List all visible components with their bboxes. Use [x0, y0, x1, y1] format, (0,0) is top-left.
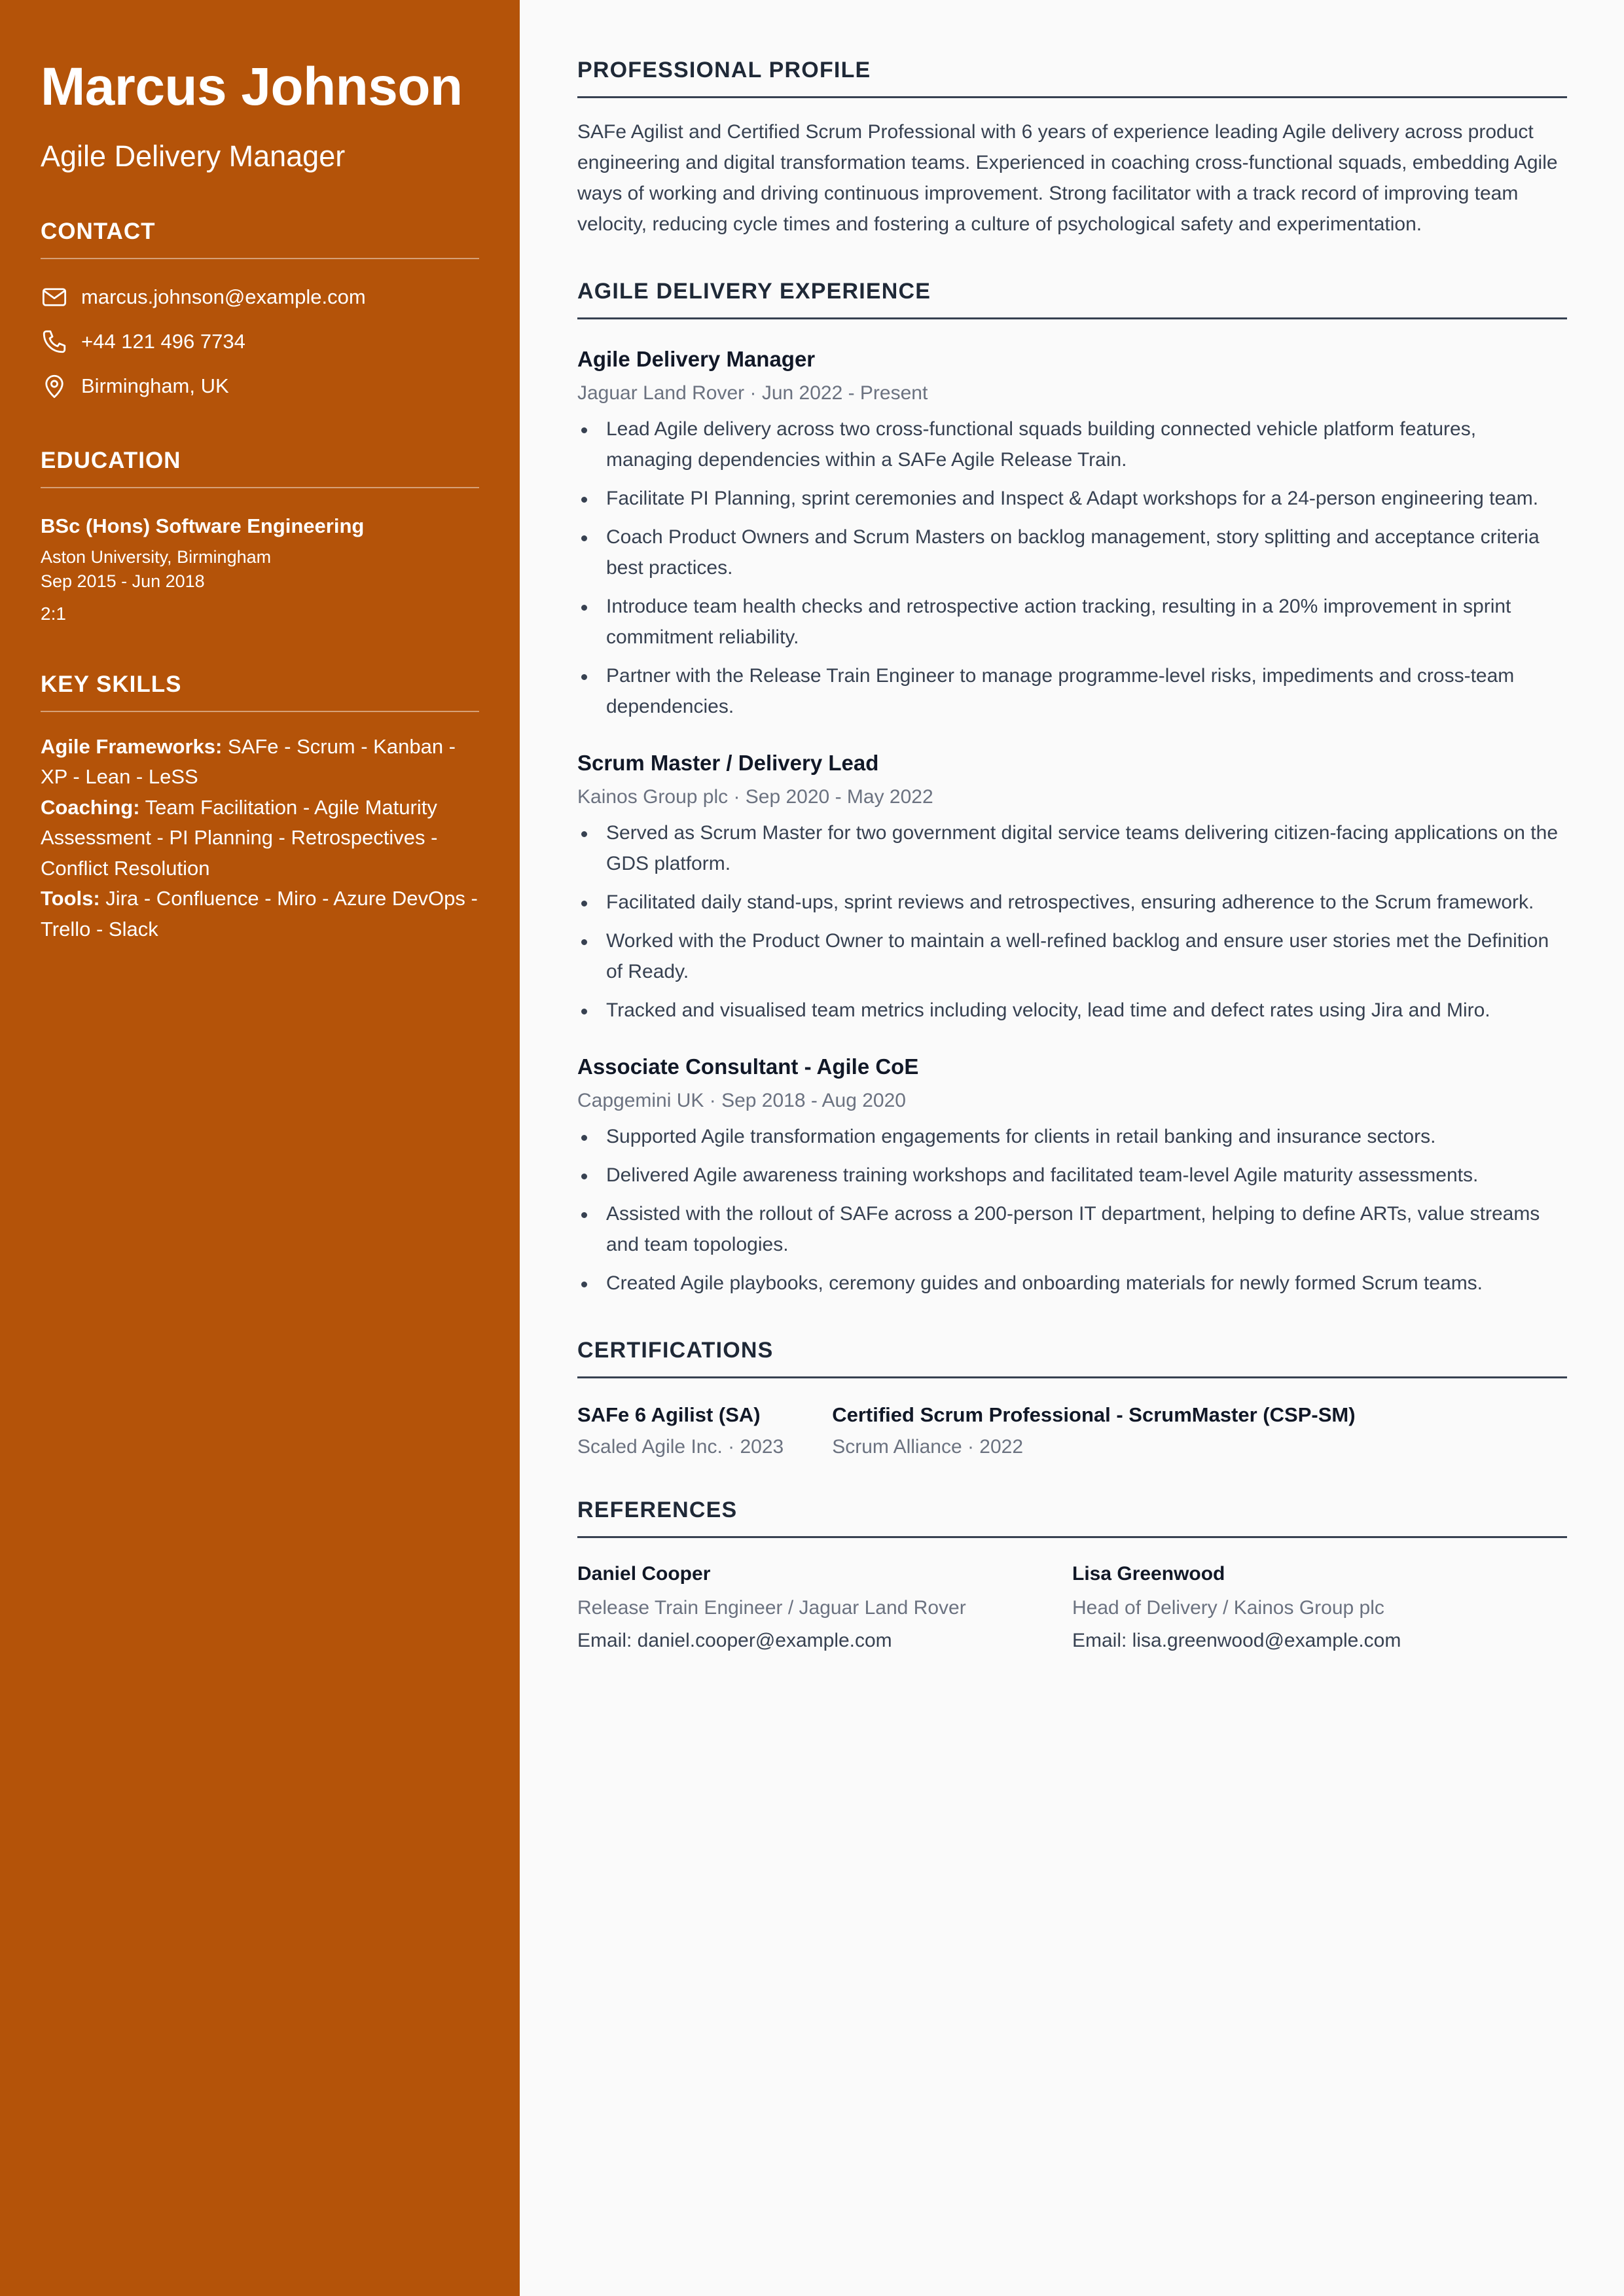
- profile-heading: PROFESSIONAL PROFILE: [577, 58, 1567, 98]
- job-bullet: Facilitated daily stand-ups, sprint reviews and retrospectives, ensuring adherence to the Scrum framework.: [577, 887, 1567, 918]
- job-bullet: Worked with the Product Owner to maintain a well-refined backlog and ensure user stories met the Definition of Ready.: [577, 925, 1567, 987]
- contact-location-row: [41, 372, 479, 401]
- certification-meta: Scrum Alliance · 2022: [832, 1436, 1024, 1458]
- job-bullet: Assisted with the rollout of SAFe across a 200-person IT department, helping to define ARTs, value streams and team topologies.: [577, 1198, 1567, 1260]
- contact-email-row[interactable]: [41, 283, 479, 312]
- education-dates: Sep 2015 - Jun 2018: [41, 571, 205, 591]
- certifications-section: [577, 1338, 1567, 1458]
- phone-icon: [41, 328, 68, 355]
- mail-icon: [41, 283, 68, 311]
- job-bullets: [577, 414, 1567, 722]
- reference-item: [1072, 1563, 1567, 1652]
- education-heading: EDUCATION: [41, 448, 479, 488]
- job-bullet: Partner with the Release Train Engineer to manage programme-level risks, impediments and cross-team dependencies.: [577, 660, 1567, 722]
- experience-section: [577, 279, 1567, 1299]
- education-school: Aston University, Birmingham: [41, 547, 272, 567]
- job-bullet: Created Agile playbooks, ceremony guides and onboarding materials for newly formed Scrum teams.: [577, 1268, 1567, 1299]
- skill-values: SAFe - Scrum - Kanban - XP - Lean - LeSS: [41, 734, 456, 789]
- reference-item: [577, 1563, 1072, 1652]
- references-section: [577, 1498, 1567, 1652]
- job-bullets: [577, 817, 1567, 1026]
- skill-label: Agile Frameworks:: [41, 734, 223, 758]
- job-bullet: Facilitate PI Planning, sprint ceremonies and Inspect & Adapt workshops for a 24-person engineering team.: [577, 483, 1567, 514]
- job-bullets: [577, 1121, 1567, 1299]
- skill-group-coaching: [41, 793, 479, 884]
- sidebar: [0, 0, 520, 2296]
- job-entry: [577, 1054, 1567, 1299]
- skill-values: Team Facilitation - Agile Maturity Assessment - PI Planning - Retrospectives - Conflict Resolution: [41, 795, 438, 880]
- job-bullet: Introduce team health checks and retrospective action tracking, resulting in a 20% improvement in sprint commitment reliability.: [577, 591, 1567, 653]
- job-bullet: Served as Scrum Master for two government digital service teams delivering citizen-facing applications on the GDS platform.: [577, 817, 1567, 879]
- skill-values: Jira - Confluence - Miro - Azure DevOps - Trello - Slack: [41, 887, 478, 941]
- certification-name: SAFe 6 Agilist (SA): [577, 1403, 761, 1426]
- job-bullet: Delivered Agile awareness training workshops and facilitated team-level Agile maturity assessments.: [577, 1160, 1567, 1191]
- reference-role: Head of Delivery / Kainos Group plc: [1072, 1597, 1384, 1619]
- skills-list: [41, 732, 479, 945]
- skill-label: Tools:: [41, 887, 100, 910]
- job-entry: [577, 347, 1567, 722]
- job-title: Associate Consultant - Agile CoE: [577, 1054, 919, 1079]
- education-degree: BSc (Hons) Software Engineering: [41, 514, 365, 537]
- job-bullet: Supported Agile transformation engagements for clients in retail banking and insurance sectors.: [577, 1121, 1567, 1152]
- contact-phone[interactable]: +44 121 496 7734: [81, 329, 245, 353]
- contact-phone-row[interactable]: [41, 327, 479, 356]
- job-bullet: Tracked and visualised team metrics including velocity, lead time and defect rates using Jira and Miro.: [577, 995, 1567, 1026]
- job-entry: [577, 751, 1567, 1026]
- skill-group-tools: [41, 884, 479, 944]
- certification-name: Certified Scrum Professional - ScrumMaster (CSP-SM): [832, 1403, 1356, 1426]
- job-bullet: Lead Agile delivery across two cross-functional squads building connected vehicle platform features, managing dependencies within a SAFe Agile Release Train.: [577, 414, 1567, 475]
- reference-email[interactable]: Email: lisa.greenwood@example.com: [1072, 1630, 1401, 1651]
- job-title: Scrum Master / Delivery Lead: [577, 751, 879, 775]
- experience-heading: AGILE DELIVERY EXPERIENCE: [577, 279, 1567, 319]
- job-meta: Jaguar Land Rover · Jun 2022 - Present: [577, 382, 928, 404]
- certifications-heading: CERTIFICATIONS: [577, 1338, 1567, 1378]
- job-meta: Kainos Group plc · Sep 2020 - May 2022: [577, 786, 933, 808]
- certifications-list: [577, 1403, 1567, 1458]
- location-pin-icon: [41, 372, 68, 400]
- job-title: Agile Delivery Manager: [577, 347, 816, 371]
- reference-role: Release Train Engineer / Jaguar Land Rover: [577, 1597, 966, 1619]
- skill-label: Coaching:: [41, 795, 140, 819]
- contact-location: Birmingham, UK: [81, 374, 229, 397]
- candidate-name: Marcus Johnson: [41, 57, 463, 117]
- certification-item: [832, 1403, 1355, 1458]
- job-meta: Capgemini UK · Sep 2018 - Aug 2020: [577, 1090, 906, 1111]
- job-bullet: Coach Product Owners and Scrum Masters on backlog management, story splitting and acceptance criteria best practices.: [577, 522, 1567, 583]
- profile-section: [577, 58, 1567, 240]
- profile-text: SAFe Agilist and Certified Scrum Professional with 6 years of experience leading Agile delivery across product engineering and digital transformation teams. Experienced in coaching cross-functional squads, embedding Agile ways of working and driving continuous improvement. Strong facilitator with a track record of improving team velocity, reducing cycle times and fostering a culture of psychological safety and experimentation.: [577, 121, 1558, 235]
- certification-meta: Scaled Agile Inc. · 2023: [577, 1436, 784, 1458]
- references-list: [577, 1563, 1567, 1652]
- references-heading: REFERENCES: [577, 1498, 1567, 1538]
- skills-heading: KEY SKILLS: [41, 672, 479, 712]
- contact-heading: CONTACT: [41, 219, 479, 259]
- reference-email[interactable]: Email: daniel.cooper@example.com: [577, 1630, 892, 1651]
- education-grade: 2:1: [41, 603, 66, 624]
- reference-name: Daniel Cooper: [577, 1563, 711, 1585]
- reference-name: Lisa Greenwood: [1072, 1563, 1225, 1585]
- contact-email[interactable]: marcus.johnson@example.com: [81, 285, 366, 308]
- skill-group-frameworks: [41, 732, 479, 793]
- main-content: [577, 58, 1567, 1652]
- certification-item: [577, 1403, 784, 1458]
- candidate-title: Agile Delivery Manager: [41, 139, 346, 173]
